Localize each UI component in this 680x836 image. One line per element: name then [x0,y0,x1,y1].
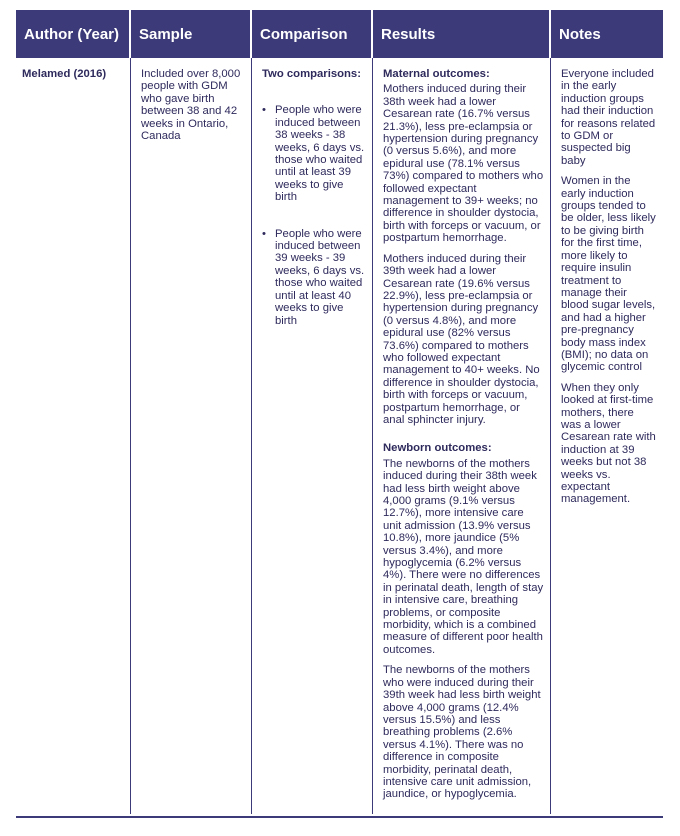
bullet-dot: • [262,227,266,240]
results-cell [373,58,551,814]
maternal-38-week: Mothers induced during their 38th week had a lower Cesarean rate (16.7% versus 21.3%), less pre-eclampsia or hypertension during pregnancy (0 versus 5.6%), and more epidural use (78.1% versus 73%) compared to mothers who followed expectant management to 39+ weeks; no difference in shoulder dystocia, birth with forceps or vacuum, or postpartum hemorrhage. [383,83,544,245]
comparison-bullet [262,104,366,203]
bullet-dot: • [262,104,266,117]
header-author-year: Author (Year) [16,10,131,58]
comparison-heading: Two comparisons: [262,68,361,80]
comparison-bullet-text: People who were induced between 39 weeks - 39 weeks, 6 days vs. those who waited until at least 40 weeks to give birth [275,227,365,327]
note-group-differences: Women in the early induction groups tended to be older, less likely to be giving birth for the first time, more likely to require insulin treatment to manage their blood sugar levels, and had a higher pre-pregnancy body mass index (BMI); no data on glycemic control [561,175,656,374]
header-results: Results [373,10,551,58]
header-notes: Notes [559,25,601,43]
newborn-39-week: The newborns of the mothers who were induced during their 39th week had less birth weight above 4,000 grams (12.4% versus 15.5%) and less breathing problems (2.6% versus 4.1%). There was no difference in composite morbidity, perinatal death, intensive care unit admission, jaundice, or hypoglycemia. [383,664,541,801]
comparison-bullet-text: People who were induced between 38 weeks - 38 weeks, 6 days vs. those who waited until at least 39 weeks to give birth [275,104,365,204]
maternal-39-week: Mothers induced during their 39th week had a lower Cesarean rate (19.6% versus 22.9%), less pre-eclampsia or hypertension during pregnancy (0 versus 4.8%), and more epidural use (82% versus 73.6%) compared to mothers who followed expectant management to 40+ weeks. No difference in shoulder dystocia, birth with forceps or vacuum, postpartum hemorrhage, or anal sphincter injury. [383,252,540,426]
note-induction-reasons: Everyone included in the early induction groups had their induction for reasons related to GDM or suspected big baby [561,68,656,167]
evidence-table [16,10,663,818]
sample-cell: Included over 8,000 people with GDM who gave birth between 38 and 42 weeks in Ontario, Canada [131,58,252,814]
header-sample: Sample [131,10,252,58]
note-first-time-mothers: When they only looked at first-time mothers, there was a lower Cesarean rate with induction at 39 weeks but not 38 weeks vs. expectant management. [561,381,656,506]
comparison-cell [252,58,373,814]
table-header [16,10,663,58]
table-row [16,58,663,818]
header-comparison: Comparison [252,10,373,58]
notes-cell [551,58,663,814]
maternal-outcomes-heading: Maternal outcomes: [383,68,490,80]
newborn-outcomes-heading: Newborn outcomes: [383,442,492,455]
comparison-bullet [262,228,366,327]
newborn-38-week: The newborns of the mothers induced during their 38th week had less birth weight above 4,000 grams (9.1% versus 12.7%), more intensive care unit admission (13.9% versus 10.8%), more jaundice (5% versus 3.4%), and more hypoglycemia (6.2% versus 4%). There were no differences in perinatal death, length of stay in intensive care, breathing problems, or composite morbidity, which is a combined measure of different poor health outcomes. [383,457,544,656]
author-cell: Melamed (2016) [16,58,131,814]
